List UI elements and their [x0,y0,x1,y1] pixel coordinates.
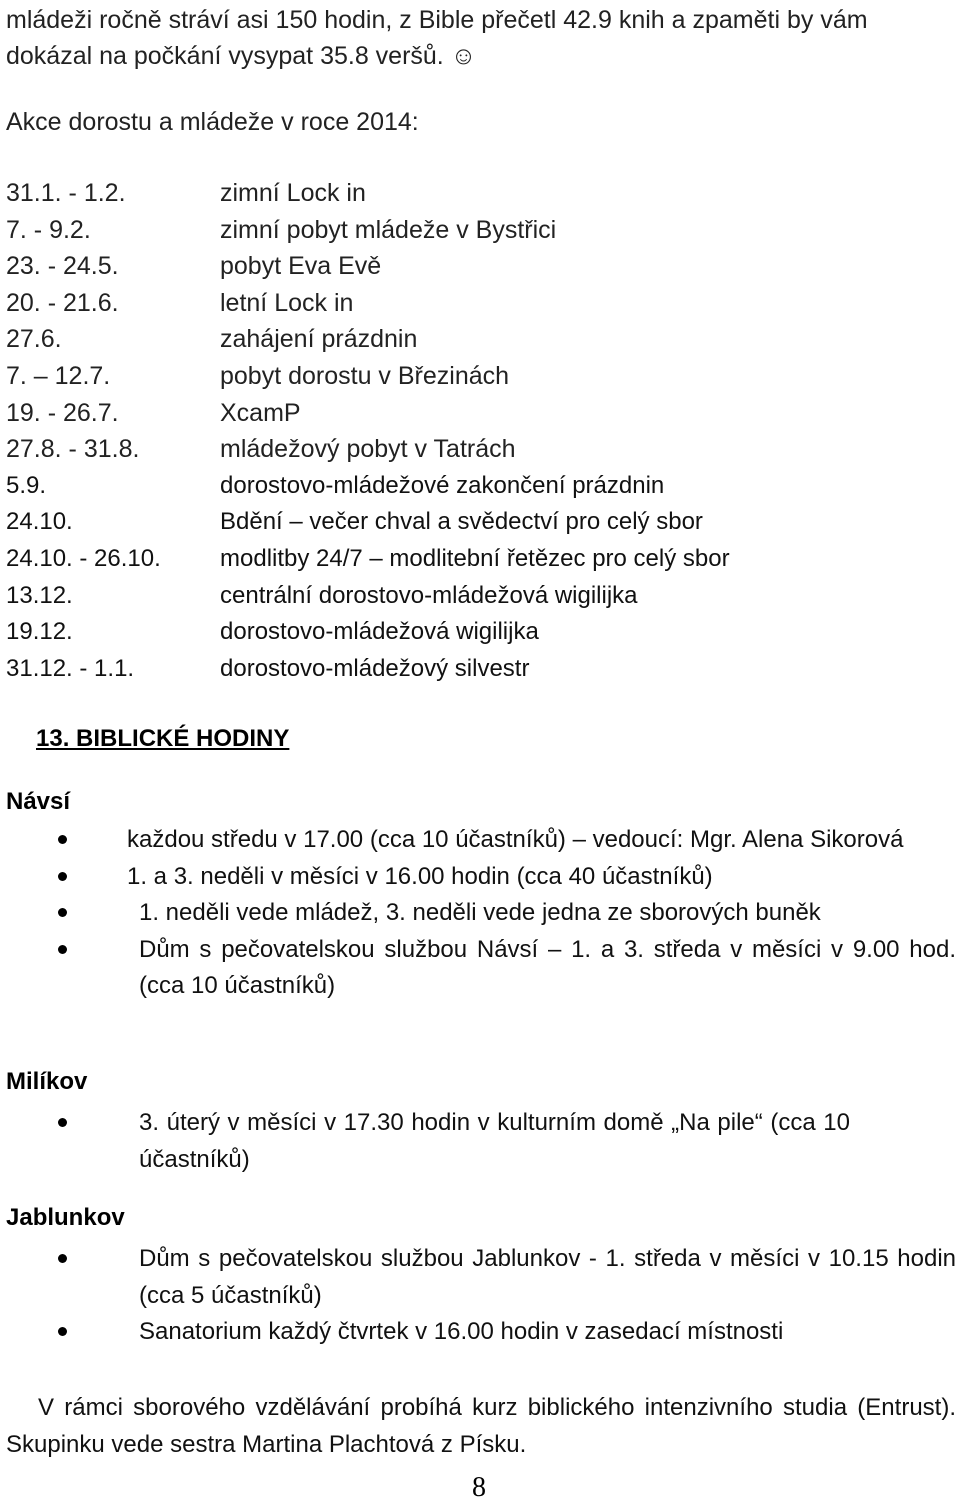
event-date: 31.12. - 1.1. [6,654,135,682]
bullet-icon [58,908,67,917]
event-name: dorostovo-mládežové zakončení prázdnin [220,471,665,499]
event-name: zimní Lock in [220,179,366,207]
event-name: Bdění – večer chval a svědectví pro celý sbor [220,508,703,536]
event-name: XcamP [220,398,301,427]
event-date: 7. - 9.2. [6,215,91,244]
event-row [6,395,946,432]
list-item-text: Dům s pečovatelskou službou Návsí – 1. a 3. středa v měsíci v 9.00 hod. (cca 10 účastníků) [139,935,956,999]
event-date: 27.8. - 31.8. [6,435,140,464]
event-name: pobyt Eva Evě [220,252,382,281]
event-date: 19.12. [6,618,73,646]
event-row [6,358,946,395]
event-row [6,651,946,688]
bullet-icon [58,835,67,844]
event-row [6,431,946,468]
list-item-text: každou středu v 17.00 (cca 10 účastníků) – vedoucí: Mgr. Alena Sikorová [127,826,904,853]
list-item-text: Dům s pečovatelskou službou Jablunkov - 1. středa v měsíci v 10.15 hodin (cca 5 účastníků) [139,1245,956,1309]
intro-paragraph: mládeži ročně stráví asi 150 hodin, z Bible přečetl 42.9 knih a zpaměti by vám dokázal na počkání vysypat 35.8 veršů. ☺ [6,6,868,70]
location-list-milikov [0,1105,960,1178]
location-title-milikov: Milíkov [6,1068,88,1095]
event-row [6,614,946,651]
event-row [6,175,946,212]
event-date: 31.1. - 1.2. [6,179,126,207]
section-title: 13. BIBLICKÉ HODINY [36,725,290,752]
closing-paragraph: V rámci sborového vzdělávání probíhá kurz biblického intenzivního studia (Entrust). Skupinku vede sestra Martina Plachtová z Písku. [6,1394,956,1458]
event-name: modlitby 24/7 – modlitební řetězec pro celý sbor [220,544,730,572]
location-title-navsi: Návsí [6,788,71,815]
events-list [6,175,946,687]
event-row [6,248,946,285]
event-date: 27.6. [6,325,62,354]
bullet-icon [58,1118,67,1127]
event-name: letní Lock in [220,288,354,317]
list-item [0,1105,960,1178]
event-date: 5.9. [6,471,47,499]
event-date: 13.12. [6,581,73,609]
event-name: pobyt dorostu v Březinách [220,361,510,390]
list-item [0,895,960,932]
event-date: 23. - 24.5. [6,252,119,281]
bullet-icon [58,1327,67,1336]
event-date: 20. - 21.6. [6,288,119,317]
list-item [0,1314,960,1351]
location-list-navsi [0,822,960,1005]
event-row [6,504,946,541]
event-date: 24.10. - 26.10. [6,544,161,572]
event-name: dorostovo-mládežová wigilijka [220,618,539,646]
event-name: dorostovo-mládežový silvestr [220,654,530,682]
event-name: zimní pobyt mládeže v Bystřici [220,215,557,244]
event-row [6,578,946,615]
list-item [0,859,960,896]
list-item [0,822,960,859]
location-list-jablunkov [0,1241,960,1351]
event-name: mládežový pobyt v Tatrách [220,435,516,464]
list-item-text: Sanatorium každý čtvrtek v 16.00 hodin v zasedací místnosti [139,1318,784,1345]
event-row [6,541,946,578]
list-item-text: 1. neděli vede mládež, 3. neděli vede jedna ze sborových buněk [139,899,821,926]
list-item [0,932,960,1005]
event-row [6,285,946,322]
page-number: 8 [472,1472,486,1503]
bullet-icon [58,1254,67,1263]
event-date: 19. - 26.7. [6,398,119,427]
list-item [0,1241,960,1314]
list-item-text: 3. úterý v měsíci v 17.30 hodin v kulturním domě „Na pile“ (cca 10 účastníků) [139,1109,850,1173]
event-row [6,468,946,505]
event-name: centrální dorostovo-mládežová wigilijka [220,581,638,609]
events-heading: Akce dorostu a mládeže v roce 2014: [6,108,419,136]
list-item-text: 1. a 3. neděli v měsíci v 16.00 hodin (cca 40 účastníků) [127,862,713,890]
event-date: 24.10. [6,508,73,536]
event-date: 7. – 12.7. [6,361,111,390]
event-name: zahájení prázdnin [220,325,418,354]
event-row [6,321,946,358]
bullet-icon [58,945,67,954]
location-title-jablunkov: Jablunkov [6,1204,125,1231]
event-row [6,212,946,249]
bullet-icon [58,872,67,881]
